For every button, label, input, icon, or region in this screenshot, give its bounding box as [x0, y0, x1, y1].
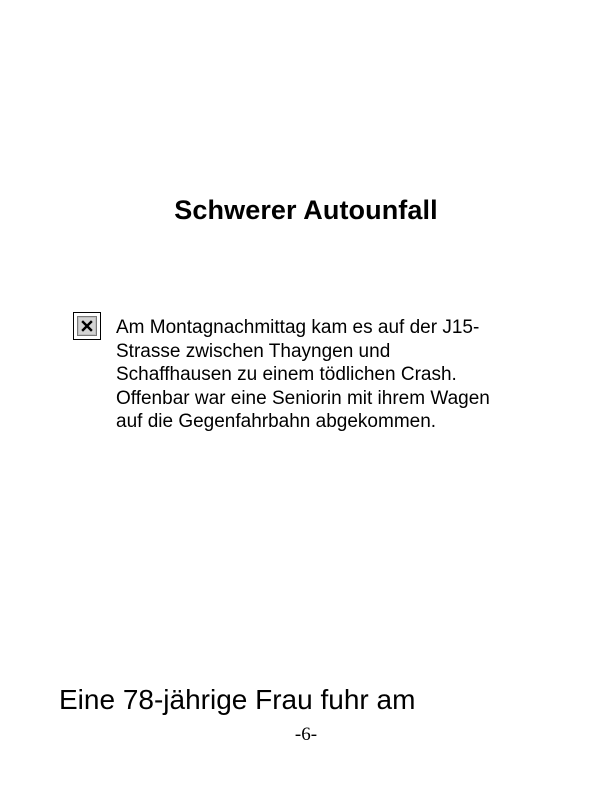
summary-line: Am Montagnachmittag kam es auf der J15- [116, 317, 480, 338]
summary-line: Schaffhausen zu einem tödlichen Crash. [116, 364, 457, 385]
summary-line: Offenbar war eine Seniorin mit ihrem Wagen [116, 387, 490, 409]
article-summary [116, 316, 556, 434]
broken-image-icon [77, 316, 97, 336]
article-body-first-line: Eine 78-jährige Frau fuhr am [59, 684, 416, 715]
summary-line: Strasse zwischen Thayngen und [116, 340, 391, 362]
article-headline: Schwerer Autounfall [174, 195, 438, 225]
page-number: -6- [294, 724, 318, 745]
summary-line: auf die Gegenfahrbahn abgekommen. [116, 411, 437, 432]
broken-image-placeholder [73, 312, 101, 340]
